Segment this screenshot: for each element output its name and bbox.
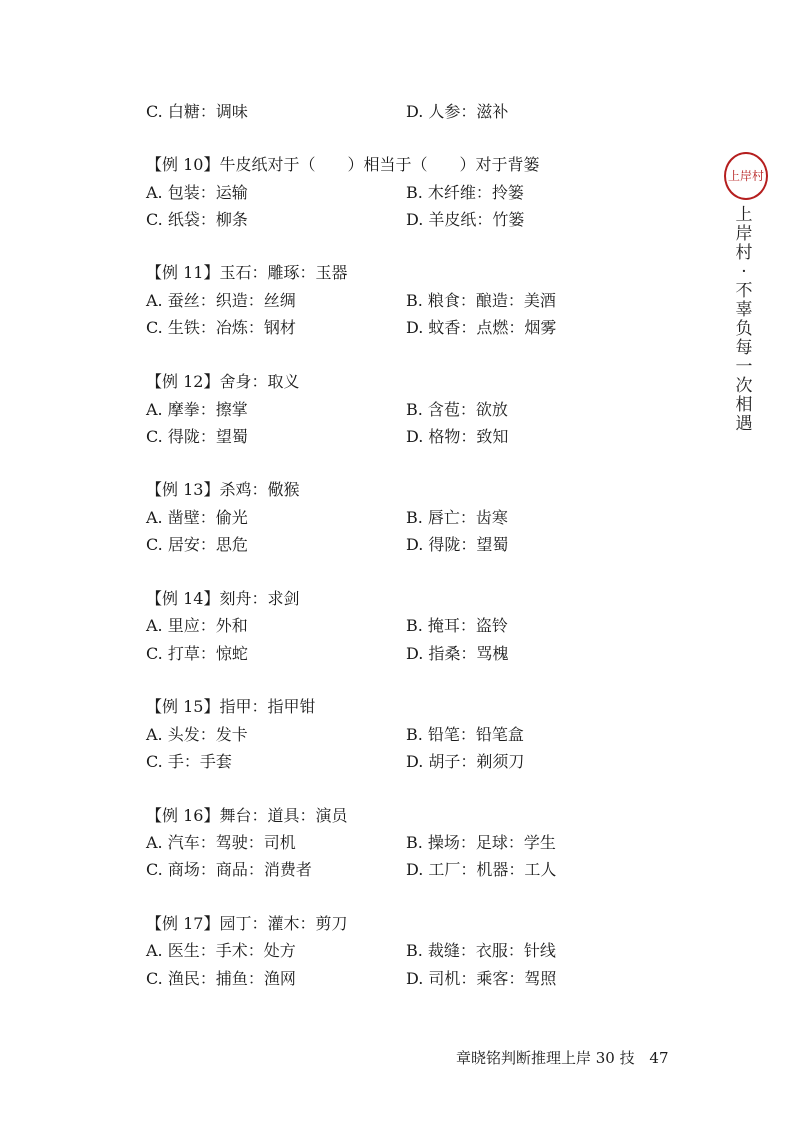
option-c: C. 得陇：望蜀: [146, 427, 248, 446]
option-c: C. 纸袋：柳条: [146, 210, 248, 229]
option-a: A. 蚕丝：织造：丝绸: [146, 291, 296, 310]
option-d: D. 司机：乘客：驾照: [406, 969, 557, 988]
option-d: D. 羊皮纸：竹篓: [406, 210, 525, 229]
option-c: C. 打草：惊蛇: [146, 644, 248, 663]
option-a: A. 摩拳：擦掌: [146, 400, 248, 419]
option-c: C. 手：手套: [146, 752, 232, 771]
option-b: B. 铅笔：铅笔盒: [406, 725, 524, 744]
question-title: 【例 17】园丁：灌木：剪刀: [146, 914, 348, 933]
option-a: A. 包装：运输: [146, 183, 248, 202]
option-c: C. 渔民：捕鱼：渔网: [146, 969, 296, 988]
footer-book-title: 章晓铭判断推理上岸 30 技: [456, 1049, 635, 1067]
question-title: 【例 12】舍身：取义: [146, 372, 300, 391]
side-logo-text: 上岸村: [727, 168, 764, 183]
question-title: 【例 15】指甲：指甲钳: [146, 697, 316, 716]
option-c: C. 生铁：冶炼：钢材: [146, 318, 296, 337]
question-title: 【例 16】舞台：道具：演员: [146, 806, 348, 825]
option-b: B. 粮食：酿造：美酒: [406, 291, 556, 310]
question-title: 【例 14】刻舟：求剑: [146, 589, 300, 608]
top-option-c: C. 白糖：调味: [146, 102, 248, 121]
top-option-d: D. 人参：滋补: [406, 102, 509, 121]
option-b: B. 操场：足球：学生: [406, 833, 556, 852]
question-title: 【例 11】玉石：雕琢：玉器: [146, 263, 348, 282]
option-d: D. 得陇：望蜀: [406, 535, 509, 554]
option-d: D. 蚊香：点燃：烟雾: [406, 318, 557, 337]
side-slogan: 上岸村·不辜负每一次相遇: [735, 205, 753, 434]
option-c: C. 居安：思危: [146, 535, 248, 554]
page-footer: [456, 1048, 669, 1068]
option-d: D. 工厂：机器：工人: [406, 860, 557, 879]
question-title: 【例 10】牛皮纸对于（ ）相当于（ ）对于背篓: [146, 155, 540, 174]
option-b: B. 木纤维：拎篓: [406, 183, 524, 202]
option-d: D. 指桑：骂槐: [406, 644, 509, 663]
option-a: A. 汽车：驾驶：司机: [146, 833, 296, 852]
side-logo-seal: [724, 152, 768, 200]
option-b: B. 含苞：欲放: [406, 400, 508, 419]
option-a: A. 凿壁：偷光: [146, 508, 248, 527]
option-b: B. 唇亡：齿寒: [406, 508, 508, 527]
option-a: A. 里应：外和: [146, 616, 248, 635]
option-a: A. 头发：发卡: [146, 725, 248, 744]
option-b: B. 裁缝：衣服：针线: [406, 941, 556, 960]
option-d: D. 胡子：剃须刀: [406, 752, 525, 771]
option-a: A. 医生：手术：处方: [146, 941, 296, 960]
page-number: 47: [649, 1049, 669, 1067]
option-d: D. 格物：致知: [406, 427, 509, 446]
option-b: B. 掩耳：盗铃: [406, 616, 508, 635]
question-title: 【例 13】杀鸡：儆猴: [146, 480, 300, 499]
option-c: C. 商场：商品：消费者: [146, 860, 312, 879]
